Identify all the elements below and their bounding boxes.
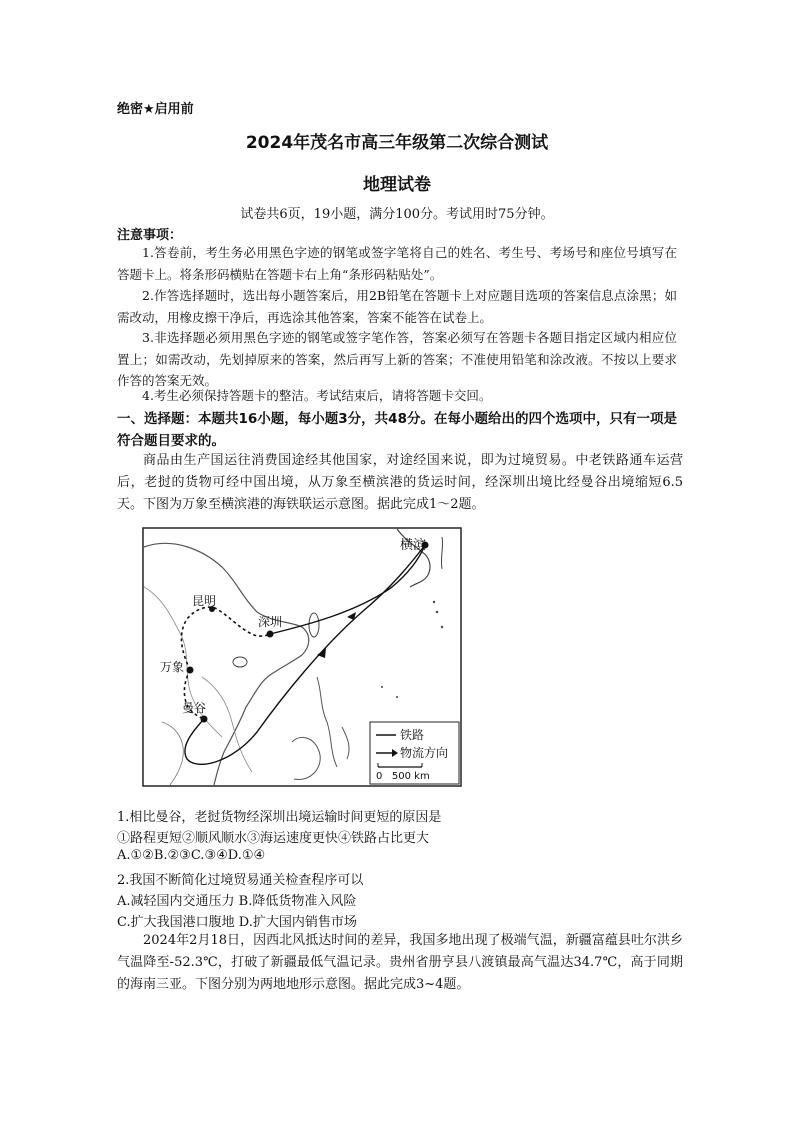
map-figure: [142, 527, 462, 787]
confidential-label: 绝密★启用前: [117, 102, 194, 117]
notice-item-2: 2.作答选择题时，选出每小题答案后，用2B铅笔在答题卡上对应题目选项的答案信息点涂黑；如需改动，用橡皮擦干净后，再选涂其他答案，答案不能答在试卷上。: [117, 288, 677, 325]
city-dot-vientiane: [187, 667, 194, 674]
q1-statements: ①路程更短②顺风顺水③海运速度更快④铁路占比更大: [117, 831, 430, 846]
city-dot-shenzhen: [267, 631, 274, 638]
label-yokohama: 横滨: [400, 538, 427, 553]
q2-options-ab: A.减轻国内交通压力 B.降低货物准入风险: [117, 894, 357, 909]
q1-options: A.①②B.②③C.③④D.①④: [117, 848, 266, 863]
map-svg: [142, 527, 462, 787]
scale-label: 0 500 km: [376, 771, 430, 782]
exam-title: 2024年茂名市高三年级第二次综合测试: [245, 133, 549, 153]
label-kunming: 昆明: [192, 594, 217, 608]
q1-stem: 1.相比曼谷，老挝货物经深圳出境运输时间更短的原因是: [117, 810, 442, 825]
notice-item-3: 3.非选择题必须用黑色字迹的钢笔或签字笔作答，答案必须写在答题卡各题目指定区域内相应位置上；如需改动，先划掉原来的答案，然后再写上新的答案；不准使用铅笔和涂改液。不按以上要求作答的答案无效。: [117, 330, 677, 388]
intro-paragraph-2: 2024年2月18日，因西北风抵达时间的差异，我国多地出现了极端气温，新疆富蕴县吐尔洪乡气温降至-52.3℃，打破了新疆最低气温记录。贵州省册亨县八渡镇最高气温达34.7℃，高于同期的海南三亚。下图分别为两地地形示意图。据此完成3~4题。: [117, 933, 683, 992]
notice-heading: 注意事项：: [117, 228, 183, 243]
notice-item-4: 4.考生必须保持答题卡的整洁。考试结束后，请将答题卡交回。: [142, 388, 492, 403]
legend-flow-label: 物流方向: [400, 746, 449, 760]
q2-stem: 2.我国不断简化过境贸易通关检查程序可以: [117, 873, 364, 888]
intro-paragraph-1: 商品由生产国运往消费国途经其他国家，对途经国来说，即为过境贸易。中老铁路通车运营后，老挝的货物可经中国出境，从万象至横滨港的货运时间，经深圳出境比经曼谷出境缩短6.5天。下图为万象至横滨港的海铁联运示意图。据此完成1～2题。: [117, 453, 683, 512]
label-bangkok: 曼谷: [182, 701, 207, 715]
label-shenzhen: 深圳: [258, 615, 283, 629]
exam-info: 试卷共6页，19小题，满分100分。考试用时75分钟。: [240, 207, 554, 222]
label-vientiane: 万象: [160, 660, 185, 674]
legend-railway-label: 铁路: [400, 728, 425, 742]
q2-options-cd: C.扩大我国港口腹地 D.扩大国内销售市场: [117, 915, 357, 930]
exam-subtitle: 地理试卷: [363, 175, 431, 195]
section1-heading: 一、选择题：本题共16小题，每小题3分，共48分。在每小题给出的四个选项中，只有一项是符合题目要求的。: [117, 411, 677, 449]
notice-item-1: 1.答卷前，考生务必用黑色字迹的钢笔或签字笔将自己的姓名、考生号、考场号和座位号填写在答题卡上。将条形码横贴在答题卡右上角“条形码粘贴处”。: [117, 245, 677, 282]
city-dot-bangkok: [201, 716, 208, 723]
